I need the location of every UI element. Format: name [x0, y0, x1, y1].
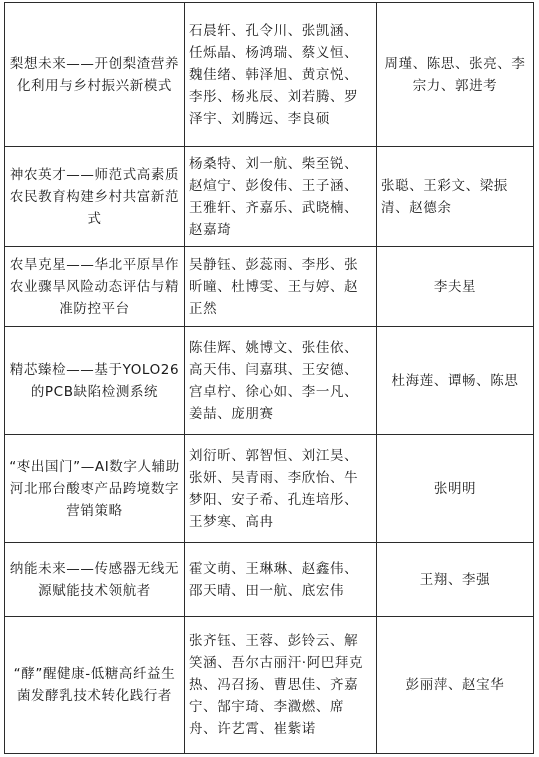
tutors: 李夫星 [377, 247, 534, 327]
tutors: 彭丽萍、赵宝华 [377, 617, 534, 754]
team-members: 石晨轩、孔令川、张凯涵、任烁晶、杨鸿瑞、蔡义恒、魏佳绪、韩泽旭、黄京悦、李彤、杨兆辰、刘若腾、罗泽宇、刘腾远、李良硕 [185, 3, 377, 147]
project-name: 纳能未来——传感器无线无源赋能技术领航者 [5, 543, 185, 617]
table-row [5, 435, 534, 543]
project-name: 精芯臻检——基于YOLO26的PCB缺陷检测系统 [5, 327, 185, 435]
project-name: “酵”醒健康-低糖高纤益生菌发酵乳技术转化践行者 [5, 617, 185, 754]
tutors: 张聪、王彩文、梁振清、赵德余 [377, 147, 534, 247]
tutors: 周瑾、陈思、张亮、李宗力、郭进考 [377, 3, 534, 147]
table-row [5, 147, 534, 247]
project-name: 农旱克星——华北平原旱作农业骤旱风险动态评估与精准防控平台 [5, 247, 185, 327]
tutors: 杜海莲、谭畅、陈思 [377, 327, 534, 435]
project-table [4, 2, 534, 754]
project-name: 梨想未来——开创梨渣营养化利用与乡村振兴新模式 [5, 3, 185, 147]
table-row [5, 327, 534, 435]
table-row [5, 3, 534, 147]
team-members: 刘衍昕、郭智恒、刘江昊、张妍、吴青雨、李欣怡、牛梦阳、安子希、孔连培彤、王梦寒、高冉 [185, 435, 377, 543]
team-members: 吴静钰、彭蕊雨、李彤、张昕曈、杜博雯、王与婷、赵正然 [185, 247, 377, 327]
project-name: “枣出国门”—AI数字人辅助河北邢台酸枣产品跨境数字营销策略 [5, 435, 185, 543]
table-row [5, 617, 534, 754]
team-members: 杨桑特、刘一航、柴至锐、赵煊宁、彭俊伟、王子涵、王雅轩、齐嘉乐、武晓楠、赵嘉琦 [185, 147, 377, 247]
table-row [5, 543, 534, 617]
table-row [5, 247, 534, 327]
team-members: 张齐钰、王蓉、彭铃云、解笑涵、吾尔古丽汗·阿巴拜克热、冯召扬、曹思佳、齐嘉宁、郜宇琦、李瀓燃、席舟、许艺霄、崔紫诺 [185, 617, 377, 754]
team-members: 陈佳辉、姚博文、张佳依、高天伟、闫嘉琪、王安德、宫卓柠、徐心如、李一凡、姜喆、庞朋赛 [185, 327, 377, 435]
tutors: 张明明 [377, 435, 534, 543]
project-name: 神农英才——师范式高素质农民教育构建乡村共富新范式 [5, 147, 185, 247]
team-members: 霍文萌、王琳琳、赵鑫伟、邵天晴、田一航、底宏伟 [185, 543, 377, 617]
tutors: 王翔、李强 [377, 543, 534, 617]
